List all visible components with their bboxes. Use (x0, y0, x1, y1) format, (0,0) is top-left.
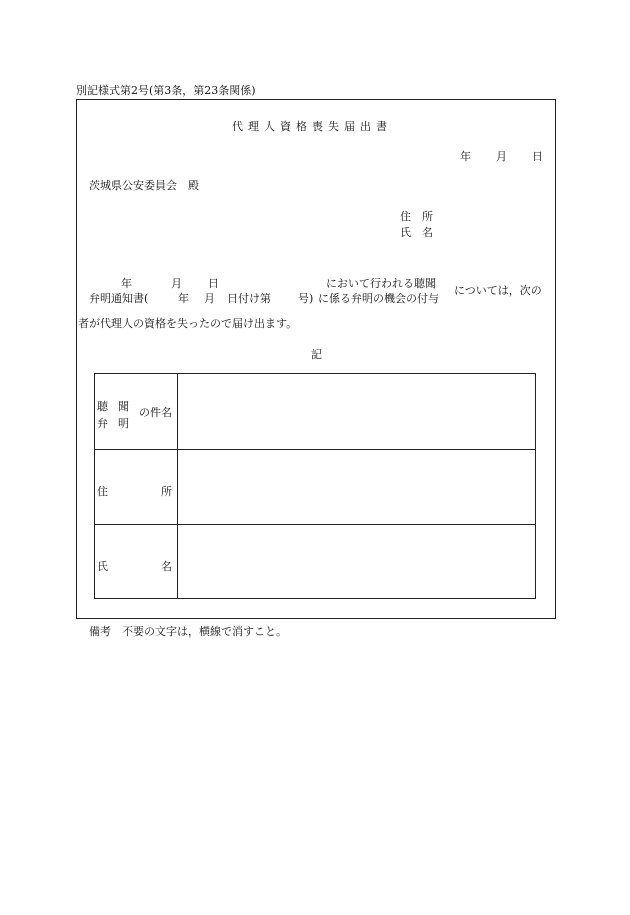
submitter-name-label: 氏 名 (400, 226, 433, 239)
lower-year: 年 (178, 292, 189, 305)
address-label-right: 所 (161, 485, 172, 498)
address-field[interactable] (178, 450, 536, 525)
upper-right-text: において行われる聴聞 (326, 277, 436, 290)
trailing-text: については，次の (454, 284, 542, 297)
lower-left-text: 弁明通知書( (89, 292, 149, 305)
case-name-label-cell (95, 374, 178, 450)
hearing-label: 聴聞 (97, 400, 139, 413)
submitter-address-label: 住 所 (400, 210, 433, 223)
record-table (94, 373, 536, 599)
lower-dated: 日付け第 (227, 292, 271, 305)
upper-year: 年 (121, 277, 132, 290)
explanation-label: 弁明 (97, 416, 139, 430)
address-label (97, 483, 172, 499)
address-label-left: 住 (97, 485, 108, 498)
upper-month: 月 (171, 277, 182, 290)
date-year-label: 年 (460, 150, 471, 163)
case-type-labels (97, 399, 139, 432)
table-row (95, 525, 536, 599)
upper-day: 日 (208, 277, 219, 290)
case-name-field[interactable] (178, 374, 536, 450)
address-label-cell (95, 450, 178, 525)
name-label-left: 氏 (97, 560, 108, 573)
case-name-suffix: の件名 (139, 406, 172, 419)
table-row (95, 374, 536, 450)
name-label (97, 558, 172, 574)
name-label-right: 名 (161, 560, 172, 573)
date-day-label: 日 (532, 150, 543, 163)
last-line-text: 者が代理人の資格を失ったので届け出ます。 (78, 317, 298, 330)
form-title: 代理人資格喪失届出書 (232, 120, 392, 133)
name-label-cell (95, 525, 178, 599)
date-month-label: 月 (496, 150, 507, 163)
lower-right-text: に係る弁明の機会の付与 (318, 292, 439, 305)
addressee: 茨城県公安委員会 殿 (89, 179, 199, 192)
note-mark: 記 (311, 348, 322, 361)
lower-number-close: 号) (298, 292, 314, 305)
form-reference: 別記様式第2号(第3条，第23条関係) (76, 84, 256, 97)
name-field[interactable] (178, 525, 536, 599)
remarks: 備考 不要の文字は，横線で消すこと。 (89, 625, 287, 638)
table-row (95, 450, 536, 525)
lower-month: 月 (204, 292, 215, 305)
